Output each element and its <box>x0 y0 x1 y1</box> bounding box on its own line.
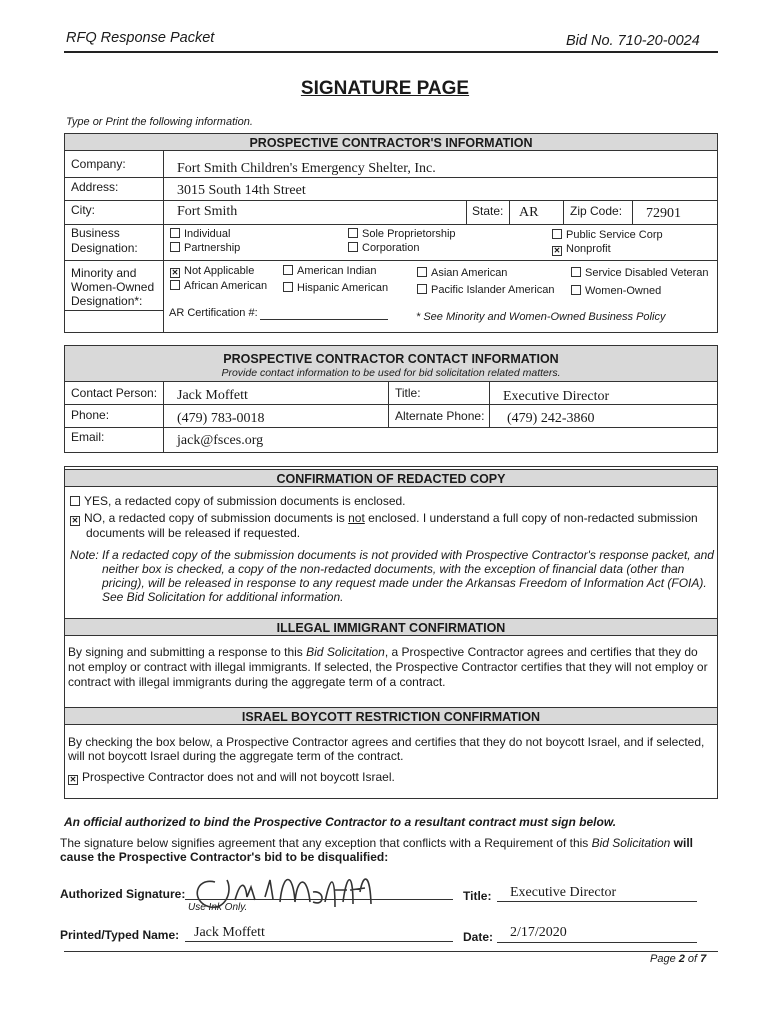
contact-title-label: Title: <box>395 386 421 400</box>
row-rule <box>64 224 718 225</box>
redacted-note: neither box is checked, a copy of the non-redacted documents, with the exception of financial data (other than <box>102 562 685 576</box>
row-rule <box>64 177 718 178</box>
ar-cert-label: AR Certification #: <box>169 307 258 319</box>
checkbox-icon <box>552 229 562 239</box>
doc-header-right: Bid No. 710-20-0024 <box>566 33 700 49</box>
divider <box>632 200 633 224</box>
divider <box>563 200 564 224</box>
city-field[interactable]: Fort Smith <box>177 204 238 219</box>
label-divider <box>163 151 164 333</box>
state-field[interactable]: AR <box>519 205 539 220</box>
checked-checkbox-icon: ✕ <box>171 268 179 277</box>
business-option-sole-proprietorship[interactable]: Sole Proprietorship <box>348 228 456 240</box>
divider <box>489 382 490 427</box>
agreement-text: cause the Prospective Contractor's bid to be disqualified: <box>60 850 389 864</box>
business-option-individual[interactable]: Individual <box>170 228 230 240</box>
checkbox-icon <box>170 280 180 290</box>
divider <box>388 382 389 427</box>
contact-title-field[interactable]: Executive Director <box>503 389 610 404</box>
immigrant-heading: ILLEGAL IMMIGRANT CONFIRMATION <box>64 618 718 636</box>
authorized-signature-label: Authorized Signature: <box>60 887 186 901</box>
contractor-info-heading: PROSPECTIVE CONTRACTOR'S INFORMATION <box>64 133 718 151</box>
redacted-note: Note: If a redacted copy of the submission documents is not provided with Prospective Contractor's response packet, and <box>70 548 714 562</box>
immigrant-text: By signing and submitting a response to this Bid Solicitation, a Prospective Contractor agrees and certifies that they do <box>68 645 698 659</box>
minority-label: Minority and <box>71 266 137 280</box>
business-option-nonprofit[interactable]: ✕ Nonprofit <box>553 243 611 255</box>
minority-option-hispanic-american[interactable]: Hispanic American <box>283 282 388 294</box>
business-option-corporation[interactable]: Corporation <box>348 242 419 254</box>
checkbox-icon <box>283 282 293 292</box>
business-label: Business <box>71 226 120 240</box>
row-rule <box>64 200 718 201</box>
official-note: An official authorized to bind the Prospective Contractor to a resultant contract must sign below. <box>64 815 617 829</box>
page-number: Page 2 of 7 <box>650 953 707 965</box>
immigrant-text: contract with illegal immigrants during the aggregate term of a contract. <box>68 675 446 689</box>
policy-note: * See Minority and Women-Owned Business Policy <box>416 311 666 323</box>
printed-name-field[interactable]: Jack Moffett <box>194 925 265 940</box>
printed-name-label: Printed/Typed Name: <box>60 928 180 942</box>
signature-title-field[interactable]: Executive Director <box>510 885 617 900</box>
israel-checkbox-option[interactable]: ✕ Prospective Contractor does not and will not boycott Israel. <box>69 770 395 784</box>
minority-option-pacific-islander[interactable]: Pacific Islander American <box>417 284 555 296</box>
redacted-heading: CONFIRMATION OF REDACTED COPY <box>64 469 718 487</box>
contact-info-subheading: Provide contact information to be used for bid solicitation related matters. <box>221 367 561 379</box>
minority-label: Designation*: <box>71 294 143 308</box>
printed-name-line <box>185 941 453 942</box>
contact-person-label: Contact Person: <box>71 386 158 400</box>
checkbox-icon <box>571 285 581 295</box>
business-option-public-service-corp[interactable]: Public Service Corp <box>552 229 663 241</box>
row-rule <box>64 310 163 311</box>
city-label: City: <box>71 203 95 217</box>
minority-option-american-indian[interactable]: American Indian <box>283 265 377 277</box>
row-rule <box>64 260 718 261</box>
contact-info-heading: PROSPECTIVE CONTRACTOR CONTACT INFORMATION <box>223 352 559 366</box>
minority-option-not-applicable[interactable]: ✕ Not Applicable <box>171 265 255 277</box>
ar-cert-field[interactable] <box>260 319 388 320</box>
checkbox-icon <box>417 267 427 277</box>
israel-text: will not boycott Israel during the aggregate term of the contract. <box>68 749 404 763</box>
checkbox-icon <box>170 242 180 252</box>
checkbox-icon <box>348 242 358 252</box>
email-label: Email: <box>71 430 105 444</box>
minority-option-service-disabled-veteran[interactable]: Service Disabled Veteran <box>571 267 709 279</box>
doc-header-left: RFQ Response Packet <box>66 30 215 46</box>
date-label: Date: <box>463 930 494 944</box>
redacted-note: pricing), will be released in response to any request made under the Arkansas Freedom of Information Act (FOIA). <box>102 576 707 590</box>
alt-phone-field[interactable]: (479) 242-3860 <box>507 411 595 426</box>
minority-option-african-american[interactable]: African American <box>170 280 267 292</box>
business-label: Designation: <box>71 241 138 255</box>
business-option-partnership[interactable]: Partnership <box>170 242 240 254</box>
agreement-text: The signature below signifies agreement that any exception that conflicts with a Requirement of this Bid Solicitation will <box>60 836 694 850</box>
title-line <box>497 901 697 902</box>
checkbox-icon <box>170 228 180 238</box>
company-field[interactable]: Fort Smith Children's Emergency Shelter, Inc. <box>177 161 436 176</box>
redacted-note: See Bid Solicitation for additional information. <box>102 590 344 604</box>
email-field[interactable]: jack@fsces.org <box>177 433 264 448</box>
address-label: Address: <box>71 180 119 194</box>
header-rule <box>64 51 718 53</box>
redacted-no-continued: documents will be released if requested. <box>86 526 301 540</box>
israel-text: By checking the box below, a Prospective Contractor agrees and certifies that they do not boycott Israel, and if selected, <box>68 735 705 749</box>
checkbox-icon <box>283 265 293 275</box>
checked-checkbox-icon: ✕ <box>71 516 79 525</box>
phone-field[interactable]: (479) 783-0018 <box>177 411 265 426</box>
ink-note: Use Ink Only. <box>188 902 248 913</box>
checked-checkbox-icon: ✕ <box>69 775 77 784</box>
footer-rule <box>64 951 718 952</box>
handwritten-signature <box>185 862 385 917</box>
address-field[interactable]: 3015 South 14th Street <box>177 183 306 198</box>
minority-option-women-owned[interactable]: Women-Owned <box>571 285 661 297</box>
minority-label: Women-Owned <box>71 280 155 294</box>
company-label: Company: <box>71 157 126 171</box>
state-label: State: <box>472 204 504 218</box>
israel-heading: ISRAEL BOYCOTT RESTRICTION CONFIRMATION <box>64 707 718 725</box>
page-title: SIGNATURE PAGE <box>300 78 470 99</box>
checkbox-icon <box>571 267 581 277</box>
date-field[interactable]: 2/17/2020 <box>510 925 567 940</box>
divider <box>509 200 510 224</box>
phone-label: Phone: <box>71 408 110 422</box>
zip-field[interactable]: 72901 <box>646 206 681 221</box>
instruction: Type or Print the following information. <box>66 116 253 128</box>
label-divider <box>163 382 164 453</box>
immigrant-text: not employ or contract with illegal immigrants. If selected, the Prospective Contractor certifies that they will not employ or <box>68 660 708 674</box>
date-line <box>497 942 697 943</box>
divider <box>466 200 467 224</box>
signature-title-label: Title: <box>463 889 492 903</box>
zip-label: Zip Code: <box>570 204 623 218</box>
minority-option-asian-american[interactable]: Asian American <box>417 267 507 279</box>
redacted-no-option[interactable]: ✕ NO, a redacted copy of submission documents is not enclosed. I understand a full copy of non-redacted submission <box>71 511 698 525</box>
checkbox-icon <box>70 496 80 506</box>
checked-checkbox-icon: ✕ <box>553 246 561 255</box>
alt-phone-label: Alternate Phone: <box>395 409 485 423</box>
checkbox-icon <box>348 228 358 238</box>
checkbox-icon <box>417 284 427 294</box>
redacted-yes-option[interactable]: YES, a redacted copy of submission documents is enclosed. <box>70 494 406 508</box>
contact-person-field[interactable]: Jack Moffett <box>177 388 248 403</box>
